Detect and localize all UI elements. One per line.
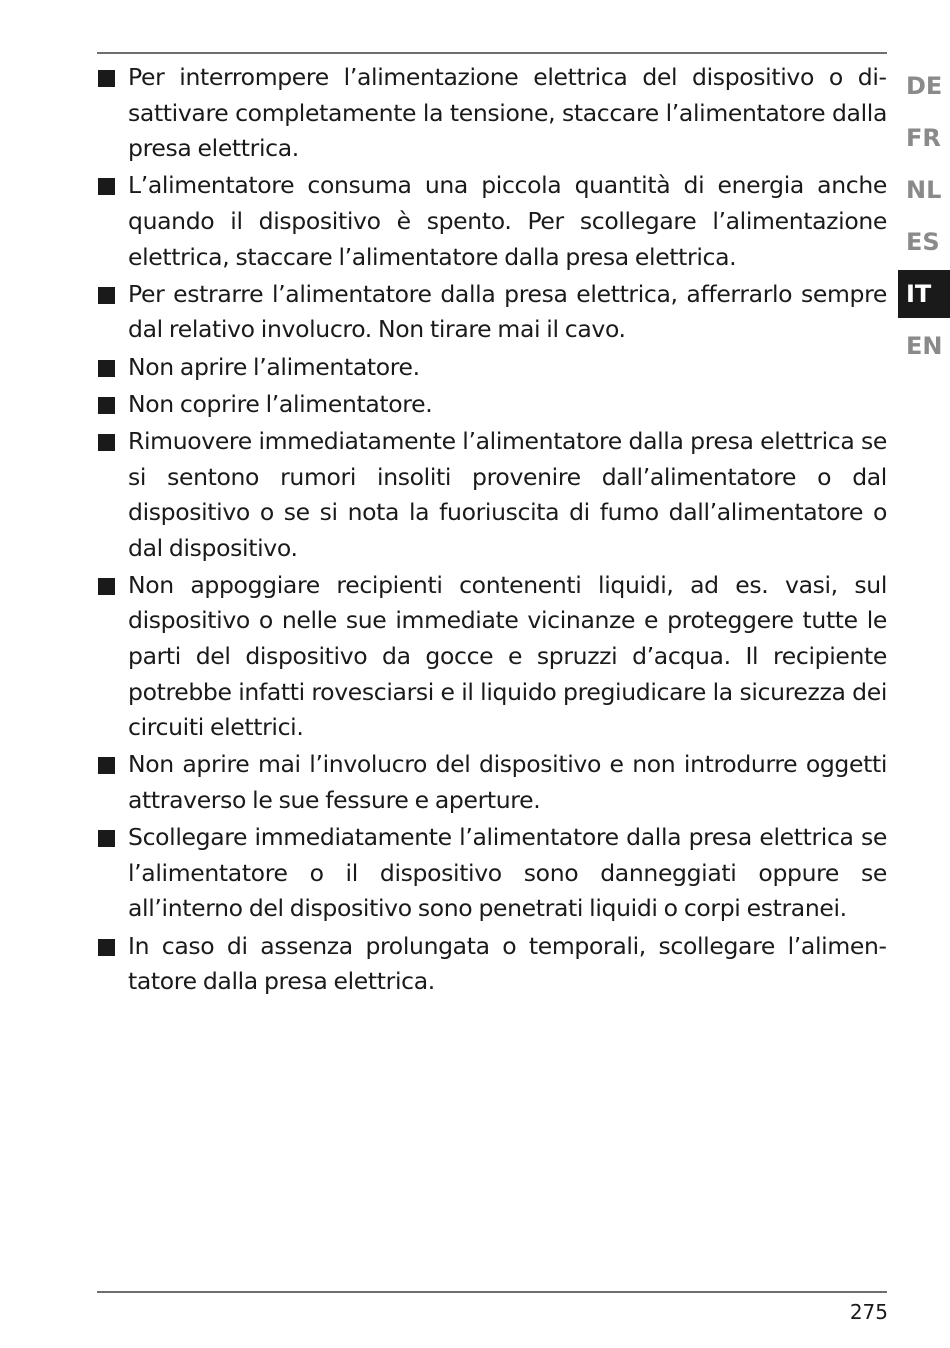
square-bullet-icon	[98, 287, 115, 304]
language-tabs	[898, 62, 950, 374]
square-bullet-icon	[98, 360, 115, 377]
bullet-text: Scollegare immediatamente l’alimentatore dalla presa elettrica se l’alimentatore o il dispositivo sono danneggiati oppure se all’interno del dispositivo sono penetrati liquidi o corpi estranei.	[128, 823, 887, 923]
bullet-item	[97, 350, 887, 386]
bullet-item	[97, 424, 887, 566]
bullet-item	[97, 747, 887, 818]
bullet-text: Non aprire l’alimentatore.	[128, 352, 420, 381]
bullet-text: L’alimentatore consuma una piccola quantità di energia anche quando il dispositivo è spento. Per scollegare l’alimentazione elettrica, staccare l’alimentatore dalla presa elettrica.	[128, 171, 887, 271]
lang-tab-nl[interactable]: NL	[906, 176, 942, 204]
square-bullet-icon	[98, 178, 115, 195]
square-bullet-icon	[98, 830, 115, 847]
bullet-item	[97, 568, 887, 746]
bullet-item	[97, 387, 887, 423]
page-number: 275	[849, 1300, 888, 1324]
top-rule	[97, 52, 887, 54]
bullet-text: Rimuovere immediatamente l’alimentatore dalla presa elettrica se si sentono rumori insoliti provenire dall’alimentatore o dal dispositivo o se si nota la fuoriuscita di fumo dall’alimentatore o dal dispositivo.	[128, 426, 887, 562]
square-bullet-icon	[98, 434, 115, 451]
bullet-text: Non appoggiare recipienti contenenti liquidi, ad es. vasi, sul dispositivo o nelle sue immediate vicinanze e proteggere tutte le parti del dispositivo da gocce e spruzzi d’acqua. Il recipiente potrebbe infatti rovesciarsi e il liquido pregiudicare la sicurezza dei circuiti elettrici.	[128, 570, 887, 742]
square-bullet-icon	[98, 578, 115, 595]
square-bullet-icon	[98, 757, 115, 774]
bullet-item	[97, 168, 887, 275]
bullet-text: Non aprire mai l’involucro del dispositivo e non introdurre oggetti attraverso le sue fessure e aperture.	[128, 750, 887, 815]
lang-tab-de[interactable]: DE	[906, 72, 943, 100]
bullet-text: Per interrompere l’alimentazione elettrica del dispositivo o disattivare completamente la tensione, staccare l’alimentatore dalla presa elettrica.	[128, 63, 887, 163]
bullet-text: In caso di assenza prolungata o temporali, scollegare l’alimentatore dalla presa elettrica.	[128, 931, 887, 996]
lang-tab-fr[interactable]: FR	[906, 124, 941, 152]
bullet-item	[97, 929, 887, 1000]
bullet-item	[97, 60, 887, 167]
lang-tab-it[interactable]: IT	[898, 270, 950, 318]
square-bullet-icon	[98, 397, 115, 414]
lang-tab-es[interactable]: ES	[906, 228, 940, 256]
bullet-text: Non coprire l’alimentatore.	[128, 389, 433, 418]
bullet-text: Per estrarre l’alimentatore dalla presa elettrica, afferrarlo sempre dal relativo involucro. Non tirare mai il cavo.	[128, 279, 887, 344]
square-bullet-icon	[98, 939, 115, 956]
lang-tab-en[interactable]: EN	[906, 332, 943, 360]
page-content	[97, 60, 887, 1001]
bullet-item	[97, 820, 887, 927]
bottom-rule	[97, 1291, 887, 1293]
bullet-item	[97, 277, 887, 348]
square-bullet-icon	[98, 70, 115, 87]
safety-bullet-list	[97, 60, 887, 1000]
